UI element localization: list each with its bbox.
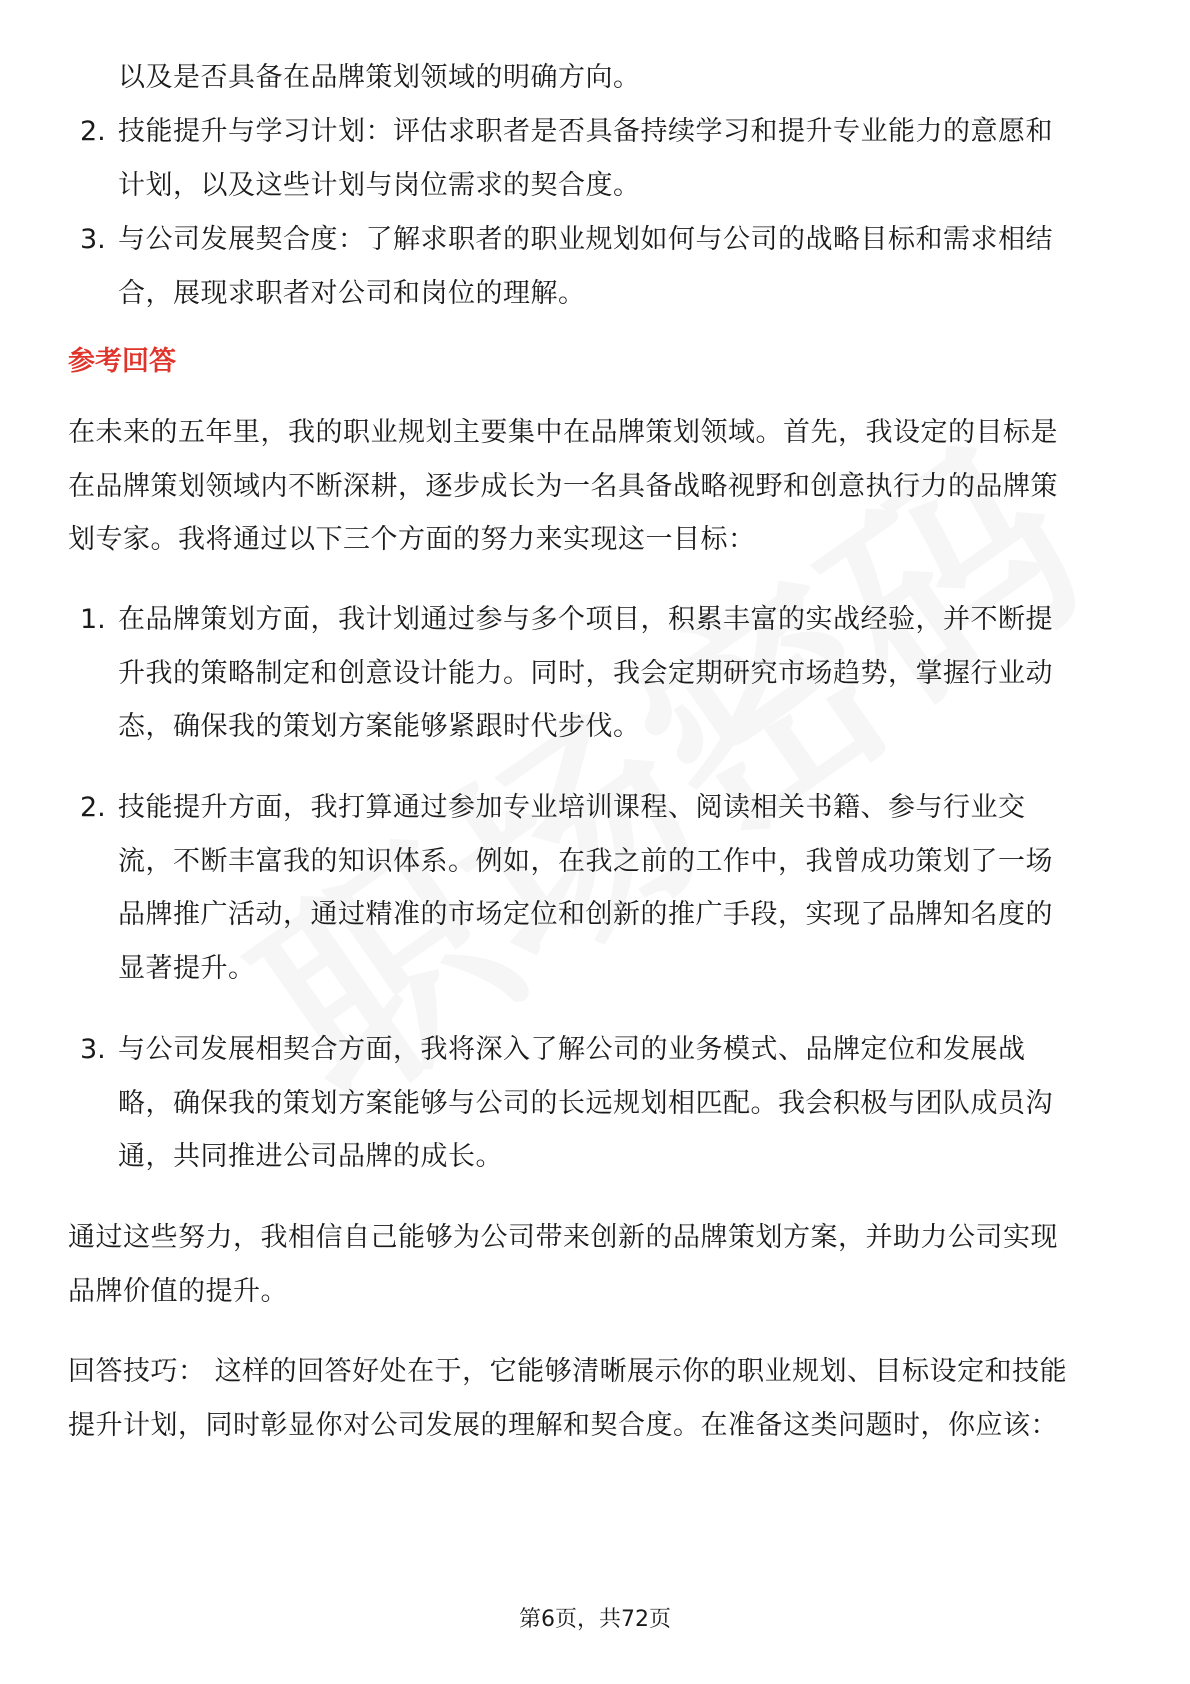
- list-item-number: 3.: [80, 1034, 106, 1065]
- tips-line: 回答技巧： 这样的回答好处在于，它能够清晰展示你的职业规划、目标设定和技能: [68, 1356, 1068, 1387]
- tips-line: 提升计划，同时彰显你对公司发展的理解和契合度。在准备这类问题时，你应该：: [68, 1410, 1058, 1441]
- paragraph-line: 划专家。我将通过以下三个方面的努力来实现这一目标：: [68, 524, 756, 555]
- intro-item-number: 3.: [80, 224, 106, 255]
- page-number: 第6页，共72页: [519, 1607, 671, 1632]
- list-item-line: 升我的策略制定和创意设计能力。同时，我会定期研究市场趋势，掌握行业动: [118, 658, 1053, 689]
- intro-tail-line: 以及是否具备在品牌策划领域的明确方向。: [118, 62, 641, 93]
- intro-item-line: 计划，以及这些计划与岗位需求的契合度。: [118, 170, 641, 201]
- list-item-line: 态，确保我的策划方案能够紧跟时代步伐。: [118, 711, 641, 742]
- list-item-line: 略，确保我的策划方案能够与公司的长远规划相匹配。我会积极与团队成员沟: [118, 1088, 1053, 1119]
- list-item-line: 显著提升。: [118, 953, 256, 984]
- intro-item-line: 技能提升与学习计划：评估求职者是否具备持续学习和提升专业能力的意愿和: [118, 116, 1053, 147]
- list-item-number: 1.: [80, 604, 106, 635]
- conclusion-line: 通过这些努力，我相信自己能够为公司带来创新的品牌策划方案，并助力公司实现: [68, 1222, 1058, 1253]
- list-item-line: 通，共同推进公司品牌的成长。: [118, 1141, 503, 1172]
- paragraph-line: 在未来的五年里，我的职业规划主要集中在品牌策划领域。首先，我设定的目标是: [68, 417, 1058, 448]
- intro-item-line: 与公司发展契合度：了解求职者的职业规划如何与公司的战略目标和需求相结: [118, 224, 1053, 255]
- list-item-line: 与公司发展相契合方面，我将深入了解公司的业务模式、品牌定位和发展战: [118, 1034, 1026, 1065]
- list-item-line: 在品牌策划方面，我计划通过参与多个项目，积累丰富的实战经验，并不断提: [118, 604, 1053, 635]
- intro-item-number: 2.: [80, 116, 106, 147]
- conclusion-line: 品牌价值的提升。: [68, 1276, 288, 1307]
- paragraph-line: 在品牌策划领域内不断深耕，逐步成长为一名具备战略视野和创意执行力的品牌策: [68, 471, 1058, 502]
- list-item-number: 2.: [80, 792, 106, 823]
- section-heading: 参考回答: [68, 346, 176, 377]
- list-item-line: 品牌推广活动，通过精准的市场定位和创新的推广手段，实现了品牌知名度的: [118, 899, 1053, 930]
- list-item-line: 流，不断丰富我的知识体系。例如，在我之前的工作中，我曾成功策划了一场: [118, 846, 1053, 877]
- intro-item-line: 合，展现求职者对公司和岗位的理解。: [118, 278, 586, 309]
- list-item-line: 技能提升方面，我打算通过参加专业培训课程、阅读相关书籍、参与行业交: [118, 792, 1026, 823]
